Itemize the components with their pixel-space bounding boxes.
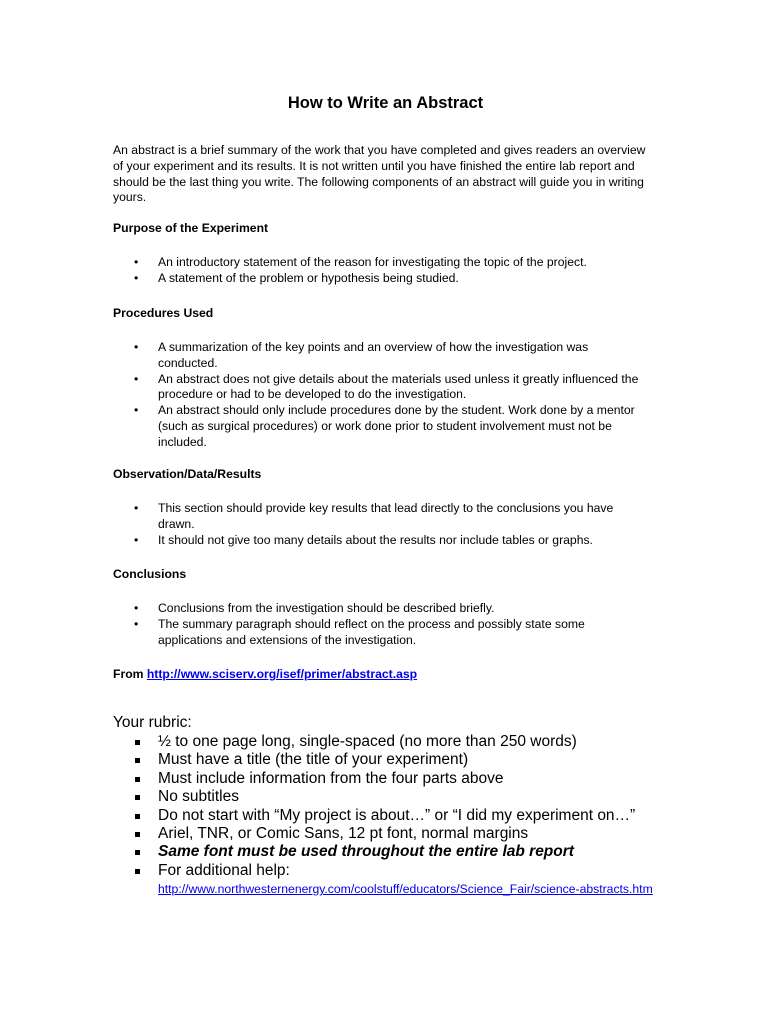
square-bullet-icon [135,740,140,745]
list-item: • A statement of the problem or hypothesis being studied. [134,270,459,285]
square-bullet-icon [135,832,140,837]
rubric-item: ½ to one page long, single-spaced (no more than 250 words) [113,733,673,751]
section-heading-procedures: Procedures Used [113,306,214,320]
bullet-icon: • [134,501,139,515]
square-bullet-icon [135,869,140,874]
list-item: • An introductory statement of the reason for investigating the topic of the project. [134,255,587,269]
bullet-icon: • [134,371,139,386]
rubric-item: Do not start with “My project is about…” or “I did my experiment on…” [113,807,673,825]
page-title: How to Write an Abstract [287,94,484,112]
rubric-list [113,733,673,899]
square-bullet-icon [135,758,140,763]
purpose-list [113,255,643,287]
source-link[interactable]: http://www.sciserv.org/isef/primer/abstract.asp [146,667,418,681]
bullet-icon: • [134,532,139,547]
rubric-item: Ariel, TNR, or Comic Sans, 12 pt font, normal margins [113,825,673,843]
list-item: • An abstract should only include procedures done by the student. Work done by a mentor (such as surgical procedures) or work done prior to student involvement must not be included. [134,403,635,449]
rubric-item: For additional help: http://www.northwesternenergy.com/coolstuff/educators/Science_Fair/science-abstracts.htm [113,862,673,899]
bullet-icon: • [134,255,139,269]
bullet-icon: • [134,403,139,418]
section-heading-conclusions: Conclusions [113,567,187,581]
square-bullet-icon [135,850,140,855]
list-item: • A summarization of the key points and an overview of how the investigation was conducted. [134,340,589,370]
square-bullet-icon [135,777,140,782]
rubric-item: Must include information from the four parts above [113,770,673,788]
results-list [113,501,643,548]
list-item: • This section should provide key results that lead directly to the conclusions you have drawn. [134,501,614,531]
bullet-icon: • [134,601,139,615]
source-label: From [113,667,144,681]
intro-paragraph: An abstract is a brief summary of the work that you have completed and gives readers an overview of your experiment and its results. It is not written until you have finished the entire lab report and should be the last thing you write. The following components of an abstract will guide you in writing yours. [113,143,646,205]
procedures-list [113,340,643,451]
list-item: • It should not give too many details about the results nor include tables or graphs. [134,532,593,547]
section-heading-purpose: Purpose of the Experiment [113,221,269,235]
list-item: • The summary paragraph should reflect on the process and possibly state some applications and extensions of the investigation. [134,616,585,647]
list-item: • An abstract does not give details about the materials used unless it greatly influenced the procedure or had to be developed to do the investigation. [134,371,639,402]
section-heading-results: Observation/Data/Results [113,467,262,481]
rubric-item: No subtitles [113,788,673,806]
rubric-title: Your rubric: [113,714,192,731]
help-link[interactable]: http://www.northwesternenergy.com/coolstuff/educators/Science_Fair/science-abstracts.htm [158,882,653,897]
conclusions-list [113,601,643,648]
square-bullet-icon [135,814,140,819]
square-bullet-icon [135,795,140,800]
bullet-icon: • [134,616,139,631]
rubric-item-emphasis: Same font must be used throughout the entire lab report [113,843,673,861]
source-line [113,667,417,681]
list-item: • Conclusions from the investigation should be described briefly. [134,601,495,615]
bullet-icon: • [134,340,139,354]
rubric-item: Must have a title (the title of your experiment) [113,751,673,769]
bullet-icon: • [134,270,139,285]
